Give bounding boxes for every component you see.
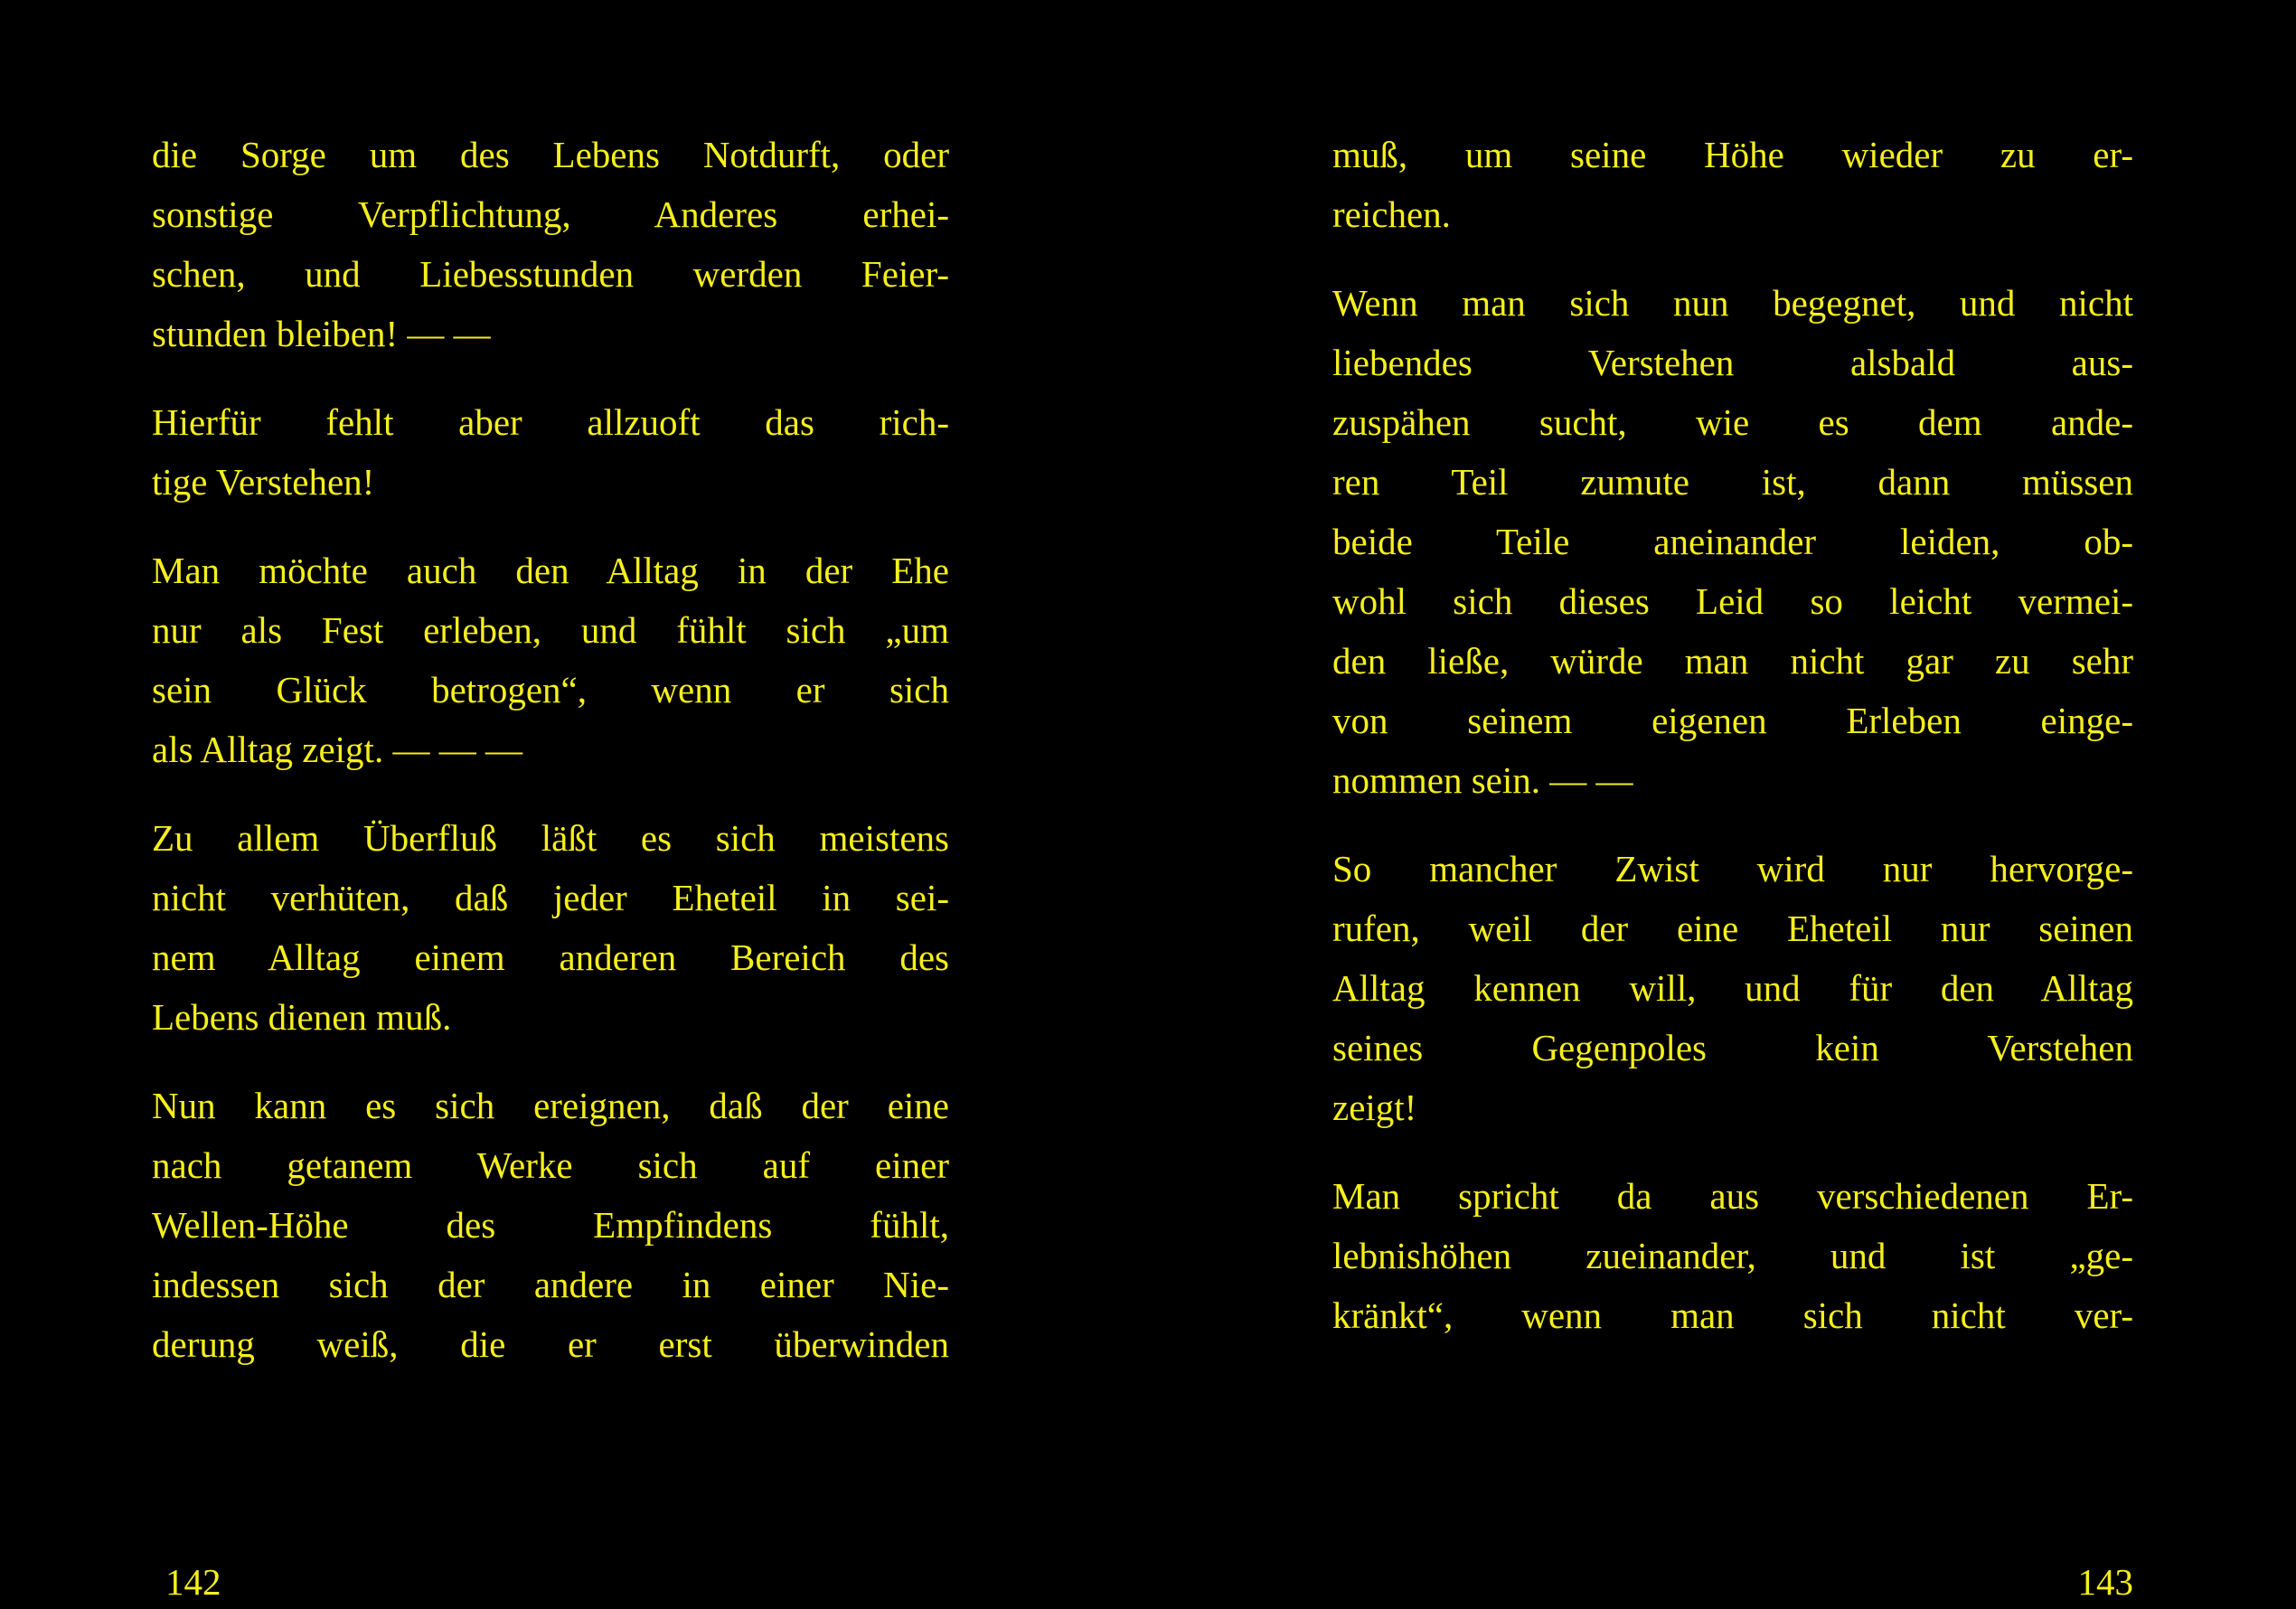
text-line: Lebens dienen muß. <box>152 996 452 1038</box>
text-line: muß, um seine Höhe wieder zu er- <box>1332 134 2133 175</box>
text-line: derung weiß, die er erst überwinden <box>152 1323 949 1365</box>
text-line: nur als Fest erleben, und fühlt sich „um <box>152 609 949 651</box>
text-line: indessen sich der andere in einer Nie- <box>152 1264 949 1305</box>
text-line: sonstige Verpflichtung, Anderes erhei- <box>152 193 949 235</box>
text-line: den ließe, würde man nicht gar zu sehr <box>1332 640 2133 682</box>
paragraph <box>152 125 949 363</box>
text-line: rufen, weil der eine Eheteil nur seinen <box>1332 908 2133 949</box>
text-line: Nun kann es sich ereignen, daß der eine <box>152 1085 949 1126</box>
text-line: Hierfür fehlt aber allzuoft das rich- <box>152 401 949 443</box>
text-line: von seinem eigenen Erleben einge- <box>1332 700 2133 741</box>
text-line: ren Teil zumute ist, dann müssen <box>1332 461 2133 503</box>
text-line: Alltag kennen will, und für den Alltag <box>1332 967 2133 1009</box>
text-line: tige Verstehen! <box>152 461 375 503</box>
text-line: beide Teile aneinander leiden, ob- <box>1332 521 2133 562</box>
text-line: wohl sich dieses Leid so leicht vermei- <box>1332 580 2133 622</box>
text-line: nem Alltag einem anderen Bereich des <box>152 936 949 978</box>
text-line: zeigt! <box>1332 1087 1417 1128</box>
text-line: reichen. <box>1332 193 1451 235</box>
left-page <box>152 125 949 1603</box>
text-line: nommen sein. — — <box>1332 759 1633 801</box>
text-line: Wenn man sich nun begegnet, und nicht <box>1332 282 2133 324</box>
text-line: nach getanem Werke sich auf einer <box>152 1144 949 1186</box>
text-line: liebendes Verstehen alsbald aus- <box>1332 342 2133 383</box>
page-number: 143 <box>2077 1561 2133 1603</box>
paragraph <box>152 808 949 1047</box>
text-line: zuspähen sucht, wie es dem ande- <box>1332 401 2133 443</box>
text-line: Zu allem Überfluß läßt es sich meistens <box>152 817 949 859</box>
text-line: schen, und Liebesstunden werden Feier- <box>152 253 949 295</box>
paragraph <box>1332 273 2133 810</box>
text-line: Man möchte auch den Alltag in der Ehe <box>152 550 949 591</box>
text-line: sein Glück betrogen“, wenn er sich <box>152 669 949 710</box>
page-number: 142 <box>165 1561 221 1603</box>
paragraph <box>152 1076 949 1374</box>
text-line: Wellen-Höhe des Empfindens fühlt, <box>152 1204 949 1246</box>
text-line: die Sorge um des Lebens Notdurft, oder <box>152 134 949 175</box>
text-line: als Alltag zeigt. — — — <box>152 729 522 770</box>
text-line: Man spricht da aus verschiedenen Er- <box>1332 1175 2133 1217</box>
text-line: kränkt“, wenn man sich nicht ver- <box>1332 1294 2133 1336</box>
paragraph <box>1332 125 2133 244</box>
paragraph <box>1332 839 2133 1137</box>
paragraph <box>152 541 949 779</box>
right-page <box>1332 125 2133 1603</box>
paragraph <box>152 392 949 512</box>
paragraph <box>1332 1166 2133 1345</box>
text-line: lebnishöhen zueinander, und ist „ge- <box>1332 1235 2133 1276</box>
text-line: nicht verhüten, daß jeder Eheteil in sei- <box>152 877 949 918</box>
text-line: seines Gegenpoles kein Verstehen <box>1332 1027 2133 1068</box>
text-line: stunden bleiben! — — <box>152 313 491 354</box>
text-line: So mancher Zwist wird nur hervorge- <box>1332 848 2133 889</box>
